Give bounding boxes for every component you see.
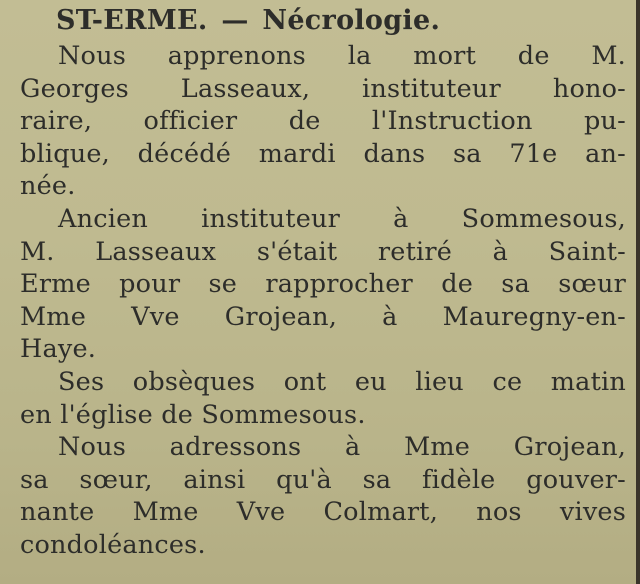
text-line: Nous apprenons la mort de M. bbox=[58, 41, 626, 71]
text-line: Nous adressons à Mme Grojean, bbox=[58, 432, 626, 463]
text-line: M. Lasseaux s'était retiré à Saint- bbox=[20, 236, 626, 267]
text-line: sa sœur, ainsi qu'à sa fidèle gouver- bbox=[20, 464, 626, 495]
text-line: Haye. bbox=[20, 334, 97, 365]
text-line: condoléances. bbox=[20, 529, 206, 560]
text-line: blique, décédé mardi dans sa 71e an- bbox=[20, 138, 626, 169]
paragraph-2 bbox=[20, 203, 626, 366]
paragraph-4 bbox=[20, 431, 626, 561]
text-line: Mme Vve Grojean, à Mauregny-en- bbox=[20, 301, 626, 332]
text-line: Ancien instituteur à Sommesous, bbox=[58, 203, 626, 234]
text-line: en l'église de Sommesous. bbox=[20, 399, 366, 430]
text-line: Georges Lasseaux, instituteur hono- bbox=[20, 73, 626, 104]
clipping-dark-edge bbox=[636, 0, 640, 584]
headline-place: ST-ERME. bbox=[56, 5, 208, 36]
text-line: Ses obsèques ont eu lieu ce matin bbox=[58, 366, 626, 397]
paragraph-1 bbox=[20, 40, 626, 203]
text-line: nante Mme Vve Colmart, nos vives bbox=[20, 497, 626, 528]
headline-rubric: Nécrologie. bbox=[262, 5, 441, 36]
paragraph-3 bbox=[20, 366, 626, 431]
text-line: Erme pour se rapprocher de sa sœur bbox=[20, 269, 626, 300]
headline-dash: — bbox=[221, 5, 249, 36]
article-headline bbox=[56, 2, 626, 40]
text-line: raire, officier de l'Instruction pu- bbox=[20, 106, 626, 137]
text-line: née. bbox=[20, 171, 76, 202]
